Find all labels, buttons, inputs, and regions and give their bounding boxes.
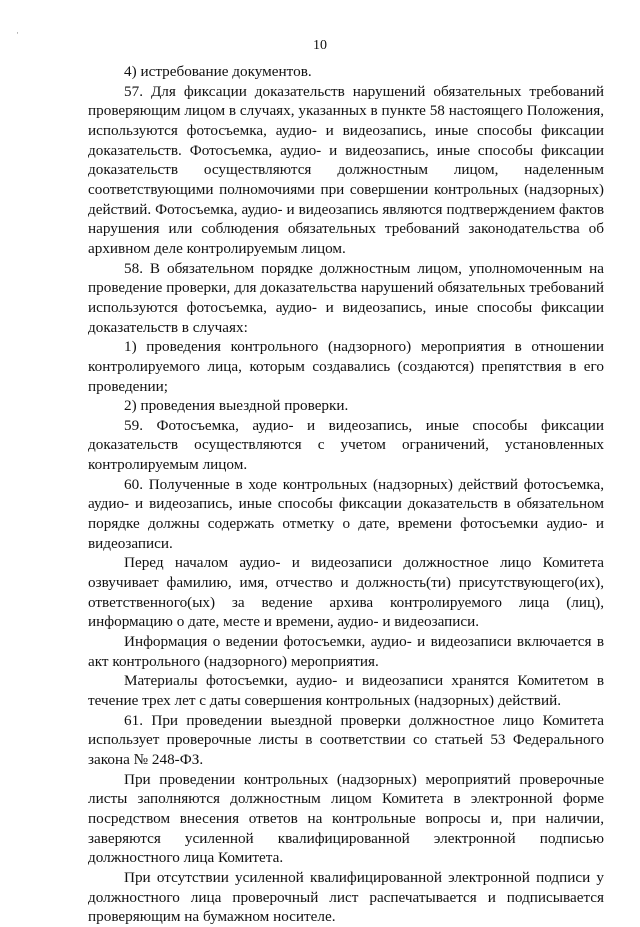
- paragraph-58: 58. В обязательном порядке должностным лицом, уполномоченным на проведение проверки, для доказательства нарушений обязательных требований используются фотосъемка, аудио- и видеозапись, иные способы фиксации доказательств в случаях:: [88, 259, 604, 336]
- paragraph-58-item-2: 2) проведения выездной проверки.: [124, 397, 349, 415]
- paragraph-57: 57. Для фиксации доказательств нарушений обязательных требований проверяющим лицом в случаях, указанных в пункте 58 настоящего Положения, используются фотосъемка, аудио- и видеозапись, иные способы фиксации доказательств. Фотосъемка, аудио- и видеозапись, иные способы фиксации доказательств осуществляются должностным лицом, наделенным соответствующими полномочиями при совершении контрольных (надзорных) действий. Фотосъемка, аудио- и видеозапись являются подтверждением фактов нарушения или соблюдения обязательных требований законодательства об архивном деле контролируемым лицом.: [88, 82, 604, 257]
- paragraph-item-4: 4) истребование документов.: [124, 63, 312, 80]
- paragraph-60-recording-start: Перед началом аудио- и видеозаписи должностное лицо Комитета озвучивает фамилию, имя, отчество и должность(ти) присутствующего(их), ответственного(ых) за ведение архива контролируемого лица (лиц), информацию о дате, месте и времени, аудио- и видеозаписи.: [88, 554, 604, 631]
- paragraph-61: 61. При проведении выездной проверки должностное лицо Комитета использует проверочные листы в соответствии со статьей 53 Федерального закона № 248-ФЗ.: [88, 711, 604, 768]
- paragraph-58-item-1: 1) проведения контрольного (надзорного) мероприятия в отношении контролируемого лица, которым создавались (создаются) препятствия в его проведении;: [88, 338, 604, 395]
- paragraph-60-act-info: Информация о ведении фотосъемки, аудио- и видеозаписи включается в акт контрольного (надзорного) мероприятия.: [88, 633, 604, 670]
- scan-speck: ·: [16, 28, 19, 38]
- document-body: [88, 62, 604, 927]
- paragraph-59: 59. Фотосъемка, аудио- и видеозапись, иные способы фиксации доказательств осуществляются с учетом ограничений, установленных контролируемым лицом.: [88, 416, 604, 474]
- paragraph-61-electronic-form: При проведении контрольных (надзорных) мероприятий проверочные листы заполняются должностным лицом Комитета в электронной форме посредством внесения ответов на контрольные вопросы и, при наличии, заверяются усиленной квалифицированной электронной подписью должностного лица Комитета.: [88, 770, 604, 867]
- paragraph-61-paper-form: При отсутствии усиленной квалифицированной электронной подписи у должностного лица проверочный лист распечатывается и подписывается проверяющим на бумажном носителе.: [88, 868, 604, 926]
- paragraph-60-storage: Материалы фотосъемки, аудио- и видеозаписи хранятся Комитетом в течение трех лет с даты совершения контрольных (надзорных) действий.: [88, 672, 604, 709]
- paragraph-60: 60. Полученные в ходе контрольных (надзорных) действий фотосъемка, аудио- и видеозапись, иные способы фиксации доказательств в обязательном порядке должны содержать отметку о дате, времени фотосъемки аудио- и видеозаписи.: [88, 475, 604, 552]
- page-number: 10: [313, 38, 327, 53]
